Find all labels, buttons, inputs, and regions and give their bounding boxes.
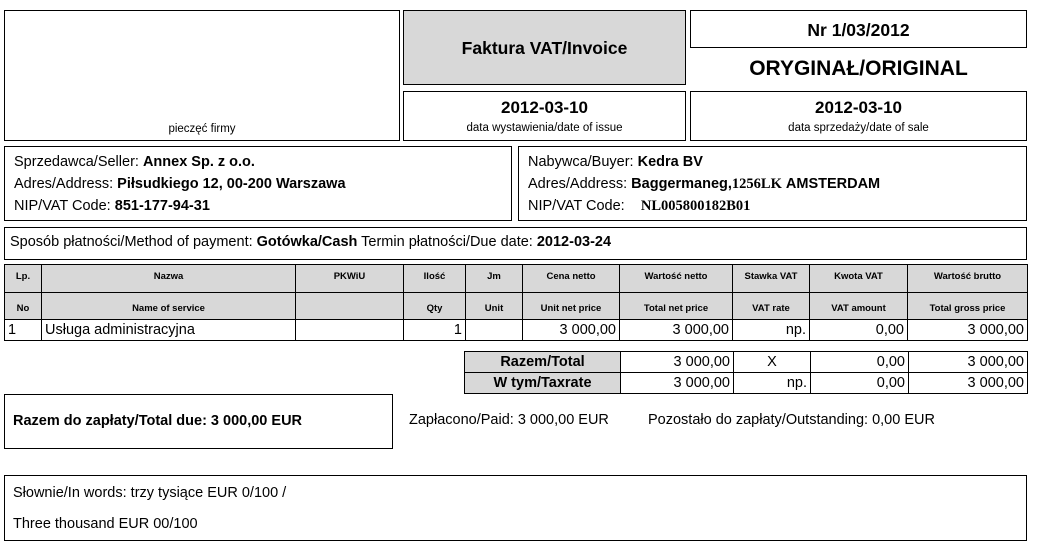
buyer-address-city: AMSTERDAM: [785, 176, 881, 192]
issue-date: 2012-03-10: [501, 98, 588, 117]
totals-net: 3 000,00: [621, 352, 734, 373]
sale-date-box: [690, 91, 1027, 141]
table-header-row-pl: [5, 265, 1028, 293]
header-vat-rate-pl: Stawka VAT: [733, 265, 810, 293]
buyer-vat-label: NIP/VAT Code:: [528, 198, 625, 214]
header-no-en: No: [5, 293, 42, 320]
header-unit-pl: Jm: [466, 265, 523, 293]
row-unit-price: 3 000,00: [523, 320, 620, 341]
header-net-en: Total net price: [620, 293, 733, 320]
issue-date-label: data wystawienia/date of issue: [466, 122, 623, 134]
seller-box: [4, 146, 512, 221]
taxrate-net: 3 000,00: [621, 373, 734, 394]
buyer-vat: NL005800182B01: [640, 198, 751, 214]
header-name-pl: Nazwa: [42, 265, 296, 293]
header-qty-pl: Ilość: [404, 265, 466, 293]
seller-address-label: Adres/Address:: [14, 176, 114, 192]
totals-row: [465, 352, 1028, 373]
invoice-number-box: [690, 10, 1027, 48]
buyer-address-street: Baggermaneg,: [631, 176, 732, 192]
buyer-address-code: 1256LK: [731, 176, 782, 192]
header-pkwiu-pl: PKWiU: [296, 265, 404, 293]
header-name-en: Name of service: [42, 293, 296, 320]
outstanding-amount: Pozostało do zapłaty/Outstanding: 0,00 EUR: [648, 412, 935, 428]
buyer-box: [518, 146, 1027, 221]
row-pkwiu: [296, 320, 404, 341]
payment-method: Gotówka/Cash: [256, 234, 358, 250]
header-net-pl: Wartość netto: [620, 265, 733, 293]
row-vat-rate: np.: [733, 320, 810, 341]
taxrate-vat-rate: np.: [734, 373, 811, 394]
header-unit-price-pl: Cena netto: [523, 265, 620, 293]
taxrate-vat-amount: 0,00: [811, 373, 909, 394]
table-row: [5, 320, 1028, 341]
row-name: Usługa administracyjna: [42, 320, 296, 341]
seller-address: Piłsudkiego 12, 00-200 Warszawa: [117, 176, 346, 192]
header-gross-en: Total gross price: [908, 293, 1028, 320]
invoice-title: Faktura VAT/Invoice: [461, 38, 628, 58]
taxrate-gross: 3 000,00: [909, 373, 1028, 394]
header-unit-price-en: Unit net price: [523, 293, 620, 320]
due-date: 2012-03-24: [536, 234, 612, 250]
invoice-title-box: [403, 10, 686, 85]
buyer-address-label: Adres/Address:: [528, 176, 628, 192]
totals-vat-amount: 0,00: [811, 352, 909, 373]
row-qty: 1: [404, 320, 466, 341]
taxrate-row: [465, 373, 1028, 394]
in-words-pl: Słownie/In words: trzy tysiące EUR 0/100 /: [13, 485, 287, 501]
totals-vat-rate: X: [734, 352, 811, 373]
header-unit-en: Unit: [466, 293, 523, 320]
company-stamp-box: [4, 10, 400, 141]
items-table: [4, 264, 1028, 341]
totals-label: Razem/Total: [465, 352, 621, 373]
sale-date-label: data sprzedaży/date of sale: [788, 122, 929, 134]
in-words-box: [4, 475, 1027, 541]
issue-date-box: [403, 91, 686, 141]
payment-method-label: Sposób płatności/Method of payment:: [10, 234, 253, 250]
header-gross-pl: Wartość brutto: [908, 265, 1028, 293]
total-due: Razem do zapłaty/Total due: 3 000,00 EUR: [13, 413, 303, 429]
paid-amount: Zapłacono/Paid: 3 000,00 EUR: [409, 412, 609, 428]
sale-date: 2012-03-10: [815, 98, 902, 117]
invoice-number: Nr 1/03/2012: [807, 20, 910, 40]
row-unit: [466, 320, 523, 341]
due-date-label: Termin płatności/Due date:: [361, 234, 533, 250]
company-stamp-label: pieczęć firmy: [168, 123, 236, 135]
buyer-name: Kedra BV: [637, 154, 703, 170]
original-label: ORYGINAŁ/ORIGINAL: [749, 57, 968, 80]
header-vat-amount-en: VAT amount: [810, 293, 908, 320]
row-net: 3 000,00: [620, 320, 733, 341]
in-words-en: Three thousand EUR 00/100: [13, 516, 198, 532]
totals-table: [464, 351, 1028, 394]
row-vat-amount: 0,00: [810, 320, 908, 341]
total-due-box: [4, 394, 393, 449]
buyer-name-label: Nabywca/Buyer:: [528, 154, 634, 170]
row-gross: 3 000,00: [908, 320, 1028, 341]
totals-gross: 3 000,00: [909, 352, 1028, 373]
table-header-row-en: [5, 293, 1028, 320]
header-vat-rate-en: VAT rate: [733, 293, 810, 320]
header-qty-en: Qty: [404, 293, 466, 320]
seller-name: Annex Sp. z o.o.: [142, 154, 255, 170]
seller-vat: 851-177-94-31: [114, 198, 210, 214]
header-vat-amount-pl: Kwota VAT: [810, 265, 908, 293]
seller-vat-label: NIP/VAT Code:: [14, 198, 111, 214]
header-pkwiu-en: [296, 293, 404, 320]
payment-box: [4, 227, 1027, 260]
header-no-pl: Lp.: [5, 265, 42, 293]
seller-name-label: Sprzedawca/Seller:: [14, 154, 139, 170]
row-no: 1: [5, 320, 42, 341]
taxrate-label: W tym/Taxrate: [465, 373, 621, 394]
